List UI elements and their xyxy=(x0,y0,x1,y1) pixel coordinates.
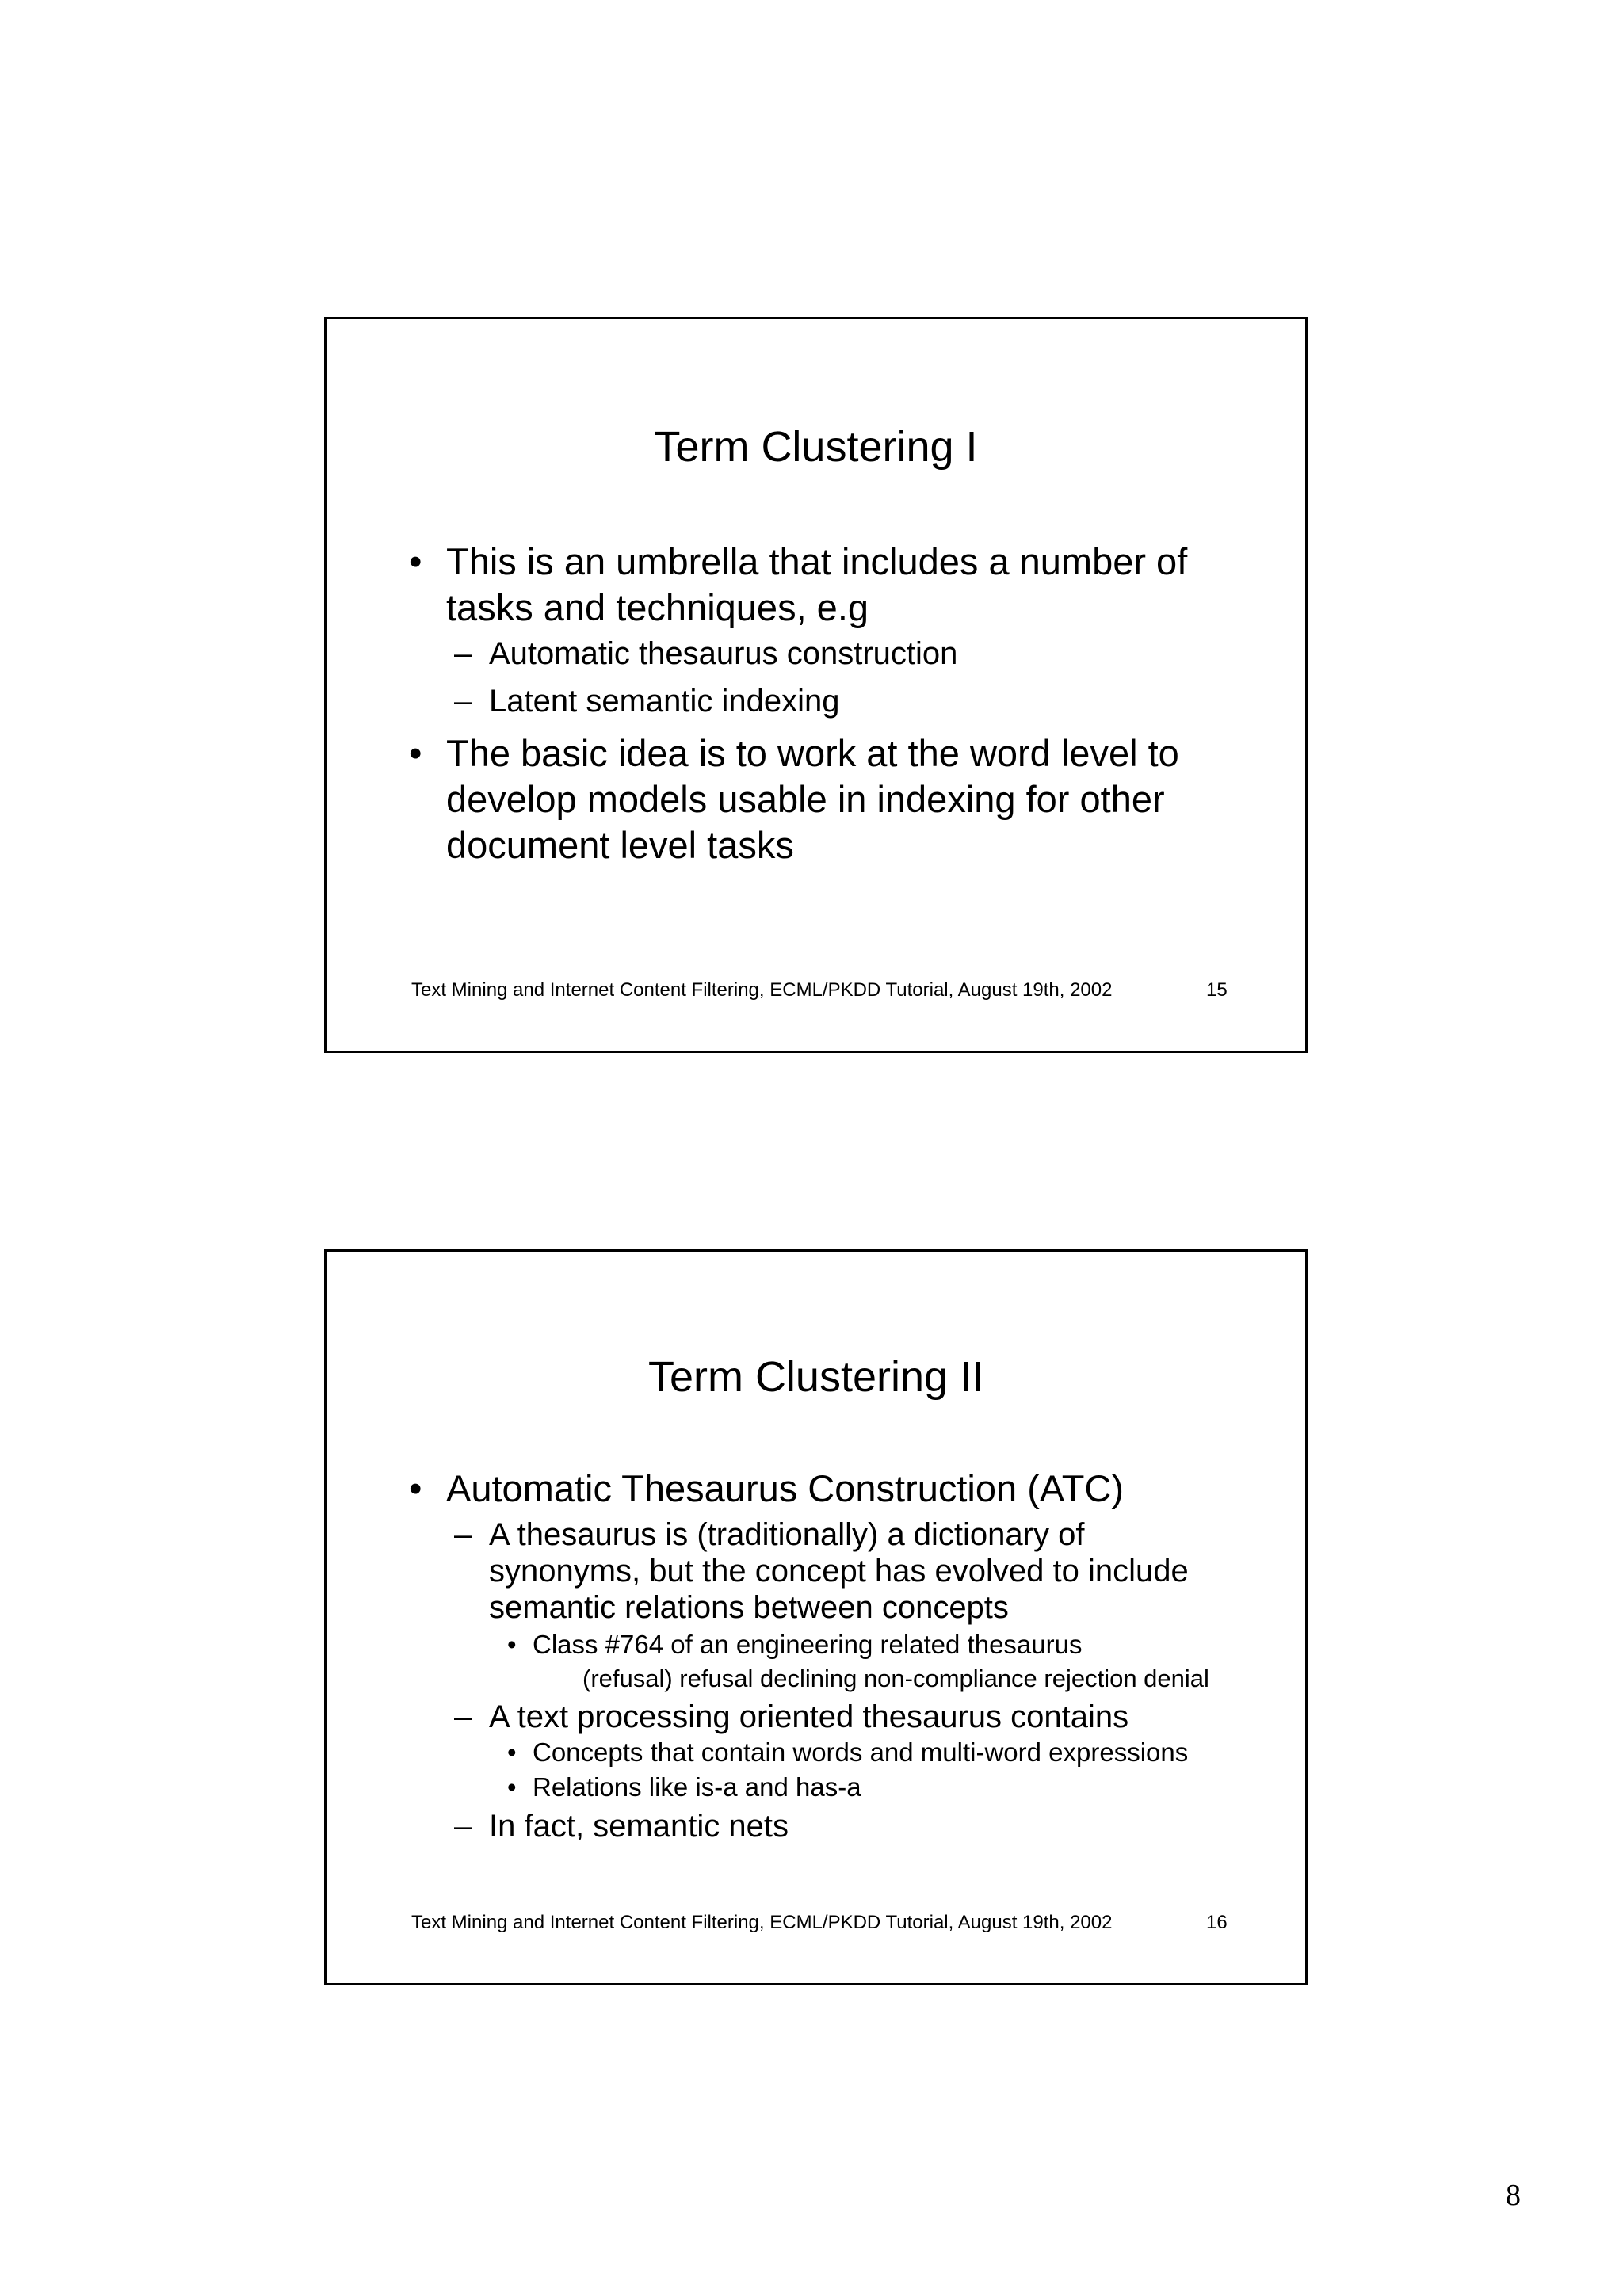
slide-title: Term Clustering I xyxy=(654,423,978,471)
footer-text: Text Mining and Internet Content Filtering, ECML/PKDD Tutorial, August 19th, 2002 xyxy=(411,979,1113,1001)
bullet-line: Automatic Thesaurus Construction (ATC) xyxy=(446,1467,1125,1509)
sub-bullet-item xyxy=(327,1699,1305,1735)
sub-bullet-line: A thesaurus is (traditionally) a dictionary of xyxy=(489,1517,1085,1552)
bullet-line: document level tasks xyxy=(446,824,794,866)
bullet-marker: • xyxy=(507,1737,517,1767)
bullet-marker: • xyxy=(409,732,422,774)
dash-marker: – xyxy=(454,1517,472,1552)
sub-bullet-line: semantic relations between concepts xyxy=(489,1590,1009,1625)
sub-bullet-item xyxy=(327,683,1305,719)
slide-16 xyxy=(324,1249,1308,1985)
dash-marker: – xyxy=(454,636,472,671)
sub-bullet-text: Automatic thesaurus construction xyxy=(489,636,958,671)
bullet-item xyxy=(327,539,1305,631)
sub-bullet-item xyxy=(327,1516,1305,1626)
sub-sub-bullet-item xyxy=(327,1627,1305,1662)
bullet-marker: • xyxy=(507,1772,517,1802)
bullet-marker: • xyxy=(409,1467,422,1509)
slide-number: 16 xyxy=(1206,1912,1228,1933)
sub-bullet-text: A text processing oriented thesaurus contains xyxy=(489,1699,1129,1734)
dash-marker: – xyxy=(454,1699,472,1734)
sub-sub-bullet-text: Class #764 of an engineering related thesaurus xyxy=(533,1630,1083,1659)
sub-sub-bullet-item xyxy=(327,1770,1305,1805)
slide-number: 15 xyxy=(1206,979,1228,1001)
sub-bullet-item xyxy=(327,635,1305,672)
sub-bullet-item xyxy=(327,1808,1305,1844)
example-text: (refusal) refusal declining non-compliance rejection denial xyxy=(582,1665,1209,1692)
bullet-item xyxy=(327,730,1305,868)
slide-content xyxy=(327,1466,1305,1844)
dash-marker: – xyxy=(454,684,472,719)
sub-bullet-line: synonyms, but the concept has evolved to include xyxy=(489,1554,1189,1589)
bullet-marker: • xyxy=(409,540,422,582)
bullet-line: tasks and techniques, e.g xyxy=(446,586,869,628)
slide-title: Term Clustering II xyxy=(647,1353,984,1401)
sub-sub-bullet-text: Concepts that contain words and multi-word expressions xyxy=(533,1737,1189,1767)
slide-15 xyxy=(324,317,1308,1053)
sub-sub-bullet-item xyxy=(327,1735,1305,1770)
bullet-line: The basic idea is to work at the word level to xyxy=(446,732,1179,774)
dash-marker: – xyxy=(454,1809,472,1844)
sub-bullet-text: Latent semantic indexing xyxy=(489,684,840,719)
example-line xyxy=(327,1662,1305,1695)
bullet-line: develop models usable in indexing for other xyxy=(446,778,1165,820)
sub-sub-bullet-text: Relations like is-a and has-a xyxy=(533,1772,861,1802)
bullet-item xyxy=(327,1466,1305,1512)
slide-content xyxy=(327,539,1305,868)
bullet-line: This is an umbrella that includes a number of xyxy=(446,540,1188,582)
bullet-marker: • xyxy=(507,1630,517,1659)
footer-text: Text Mining and Internet Content Filtering, ECML/PKDD Tutorial, August 19th, 2002 xyxy=(411,1912,1113,1933)
sub-bullet-text: In fact, semantic nets xyxy=(489,1809,789,1844)
page-number: 8 xyxy=(1506,2179,1521,2212)
